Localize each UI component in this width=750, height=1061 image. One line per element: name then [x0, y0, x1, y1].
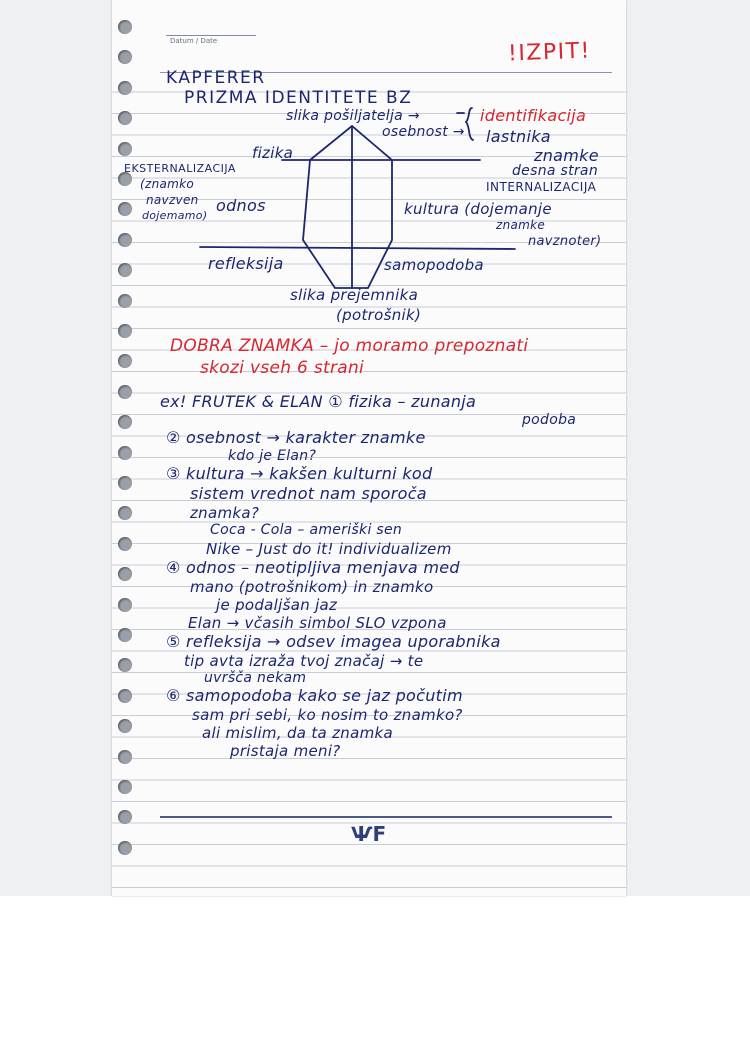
diagram-eks-note-3: dojemamo) — [142, 209, 208, 222]
note-line: ② osebnost → karakter znamke — [166, 428, 426, 447]
diagram-znamke: znamke — [534, 146, 599, 165]
diagram-lastnika: lastnika — [486, 127, 551, 146]
exam-mark: !IZPIT! — [507, 38, 592, 67]
note-line: uvršča nekam — [204, 670, 307, 686]
note-line: Elan → včasih simbol SLO vzpona — [188, 614, 447, 632]
diagram-samopodoba: samopodoba — [384, 256, 484, 274]
date-label: Datum / Date — [170, 37, 218, 45]
red-note-line-2: skozi vseh 6 strani — [200, 358, 365, 378]
note-line: ex! FRUTEK & ELAN ① fizika – zunanja — [160, 392, 477, 411]
red-note-line-1: DOBRA ZNAMKA – jo moramo prepoznati — [170, 336, 529, 356]
diagram-kultura: kultura (dojemanje — [404, 200, 552, 218]
diagram-fizika: fizika — [252, 144, 294, 162]
diagram-eks-note-2: navzven — [146, 193, 199, 207]
note-line: tip avta izraža tvoj značaj → te — [184, 652, 424, 670]
diagram-identifikacija: identifikacija — [480, 106, 587, 125]
note-line: mano (potrošnikom) in znamko — [190, 578, 434, 596]
diagram-bottom-label-2: (potrošnik) — [336, 306, 422, 324]
note-line: sam pri sebi, ko nosim to znamko? — [192, 706, 463, 724]
diagram-odnos: odnos — [216, 196, 266, 215]
note-line: ali mislim, da ta znamka — [202, 724, 393, 742]
diagram-internalizacija: INTERNALIZACIJA — [486, 180, 597, 194]
diagram-int-note-3: navznoter) — [528, 234, 602, 249]
diagram-eksternalizacija: EKSTERNALIZACIJA — [124, 162, 236, 175]
diagram-desna-stran: desna stran — [512, 163, 598, 179]
note-line: podoba — [522, 412, 577, 428]
note-line: sistem vrednot nam sporoča — [190, 484, 427, 503]
diagram-osebnost: osebnost → — [382, 124, 465, 140]
diagram-top-label: slika pošiljatelja → — [286, 108, 420, 124]
note-line: je podaljšan jaz — [216, 596, 338, 614]
diagram-refleksija: refleksija — [208, 254, 284, 273]
note-line: ③ kultura → kakšen kulturni kod — [166, 464, 433, 483]
note-line: Nike – Just do it! individualizem — [206, 540, 452, 558]
note-line: ⑥ samopodoba kako se jaz počutim — [166, 686, 463, 705]
note-line: ⑤ refleksija → odsev imagea uporabnika — [166, 632, 501, 651]
footer-rule — [160, 816, 612, 818]
note-line: Coca - Cola – ameriški sen — [210, 522, 403, 538]
brand-logo-icon: ѰF — [351, 822, 387, 846]
title-line-1: KAPFERER — [166, 68, 266, 88]
diagram-eks-note-1: (znamko — [140, 177, 195, 191]
title-line-2: PRIZMA IDENTITETE BZ — [184, 88, 413, 108]
diagram-bottom-label-1: slika prejemnika — [290, 286, 419, 304]
note-line: kdo je Elan? — [228, 448, 317, 464]
diagram-int-note-2: znamke — [496, 218, 546, 232]
note-line: ④ odnos – neotipljiva menjava med — [166, 558, 460, 577]
note-line: znamka? — [190, 504, 260, 522]
note-line: pristaja meni? — [230, 742, 341, 760]
